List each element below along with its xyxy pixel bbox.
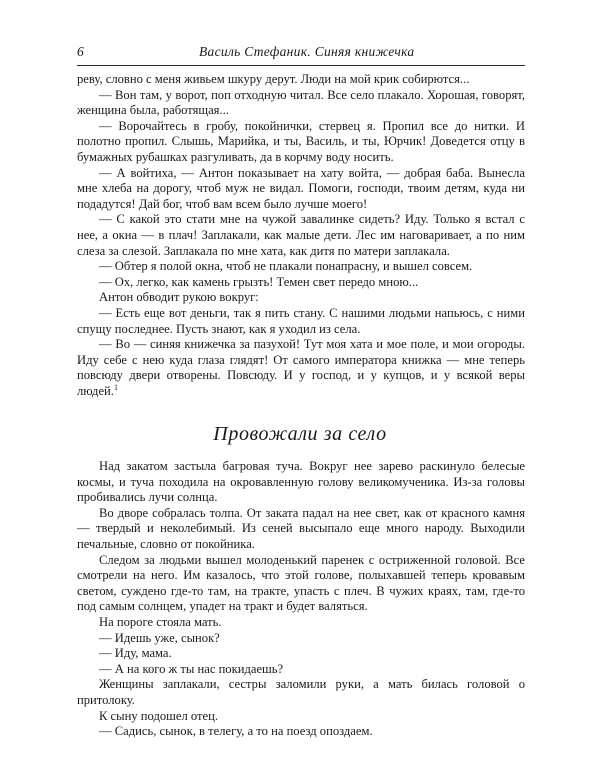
paragraph: Над закатом застыла багровая туча. Вокруг нее зарево раскинуло белесые космы, и туча походила на окровавленную голову великомученика. Из-за головы пробивались лучи солнца. bbox=[77, 459, 525, 505]
paragraph-with-footnote bbox=[77, 337, 525, 399]
paragraph: Женщины заплакали, сестры заломили руки, а мать билась головой о притолоку. bbox=[77, 677, 525, 707]
paragraph: Следом за людьми вышел молоденький паренек с остриженной головой. Все смотрели на него. Им казалось, что этой голове, полыхавшей теперь кровавым светом, суждено где-то там, на тракте, упасть с плеч. В чужих краях, там, где-то под самым солнцем, упадет на тракт и будет валяться. bbox=[77, 552, 525, 614]
paragraph: реву, словно с меня живьем шкуру дерут. Люди на мой крик собирются... bbox=[77, 72, 470, 86]
paragraph: — Иду, мама. bbox=[99, 646, 172, 661]
paragraph: На пороге стояла мать. bbox=[99, 614, 222, 629]
paragraph: — Вон там, у ворот, поп отходную читал. Все село плакало. Хорошая, говорят, женщина была, работящая... bbox=[77, 87, 525, 118]
paragraph: Антон обводит рукою вокруг: bbox=[99, 290, 259, 305]
paragraph: — Есть еще вот деньги, так я пить стану. С нашими людьми напьюсь, с ними спущу последнее. Пусть знают, как я уходил из села. bbox=[77, 305, 525, 336]
paragraph: — Ох, легко, как камень грызть! Темен свет передо мною... bbox=[99, 274, 419, 289]
paragraph: — С какой это стати мне на чужой завалинке сидеть? Иду. Только я встал с нее, а окна — в плач! Заплакали, как малые дети. Лес им наговаривает, а по ним слеза за слезой. Заплакала по мне хата, как дитя по матери заплакала. bbox=[77, 212, 525, 258]
paragraph-text: — Во — синяя книжечка за пазухой! Тут моя хата и мое поле, и мои огороды. Иду себе с нею куда глаза глядят! От самого императора книжка — мне теперь повсюду двери отворены. Повсюду. И у господ, и у купцов, и у всякой веры людей. bbox=[77, 337, 525, 398]
page-number: 6 bbox=[77, 44, 84, 59]
text-block-1 bbox=[77, 72, 525, 399]
section-title: Провожали за село bbox=[213, 423, 387, 445]
paragraph: — Ворочайтесь в гробу, покойнички, стервец я. Пропил все до нитки. И полотно пропил. Слышь, Марийка, и ты, Василь, и ты, Юрчик! Доведется отцу в бумажных рубашках разгуливать, да в корчму воду носить. bbox=[77, 118, 525, 164]
running-title: Василь Стефаник. Синяя книжечка bbox=[199, 44, 415, 59]
running-header bbox=[77, 43, 525, 66]
paragraph: — А на кого ж ты нас покидаешь? bbox=[99, 661, 284, 676]
paragraph: Во дворе собралась толпа. От заката падал на нее свет, как от красного камня — твердый и неколебимый. Из сеней высыпало еще много народу. Выходили печальные, словно от покойника. bbox=[77, 505, 525, 551]
paragraph: — Идешь уже, сынок? bbox=[99, 630, 220, 645]
text-block-2 bbox=[77, 459, 525, 740]
footnote-marker: 1 bbox=[113, 382, 118, 392]
paragraph: — А войтиха, — Антон показывает на хату войта, — добрая баба. Вынесла мне хлеба на дорогу, чтоб муж не видал. Помоги, господи, твоим детям, куда ни подадутся! Дай бог, чтоб вам всем было лучше моего! bbox=[77, 165, 525, 211]
paragraph: — Садись, сынок, в телегу, а то на поезд опоздаем. bbox=[99, 724, 373, 739]
paragraph: К сыну подошел отец. bbox=[99, 708, 218, 723]
paragraph: — Обтер я полой окна, чтоб не плакали понапрасну, и вышел совсем. bbox=[99, 259, 473, 274]
